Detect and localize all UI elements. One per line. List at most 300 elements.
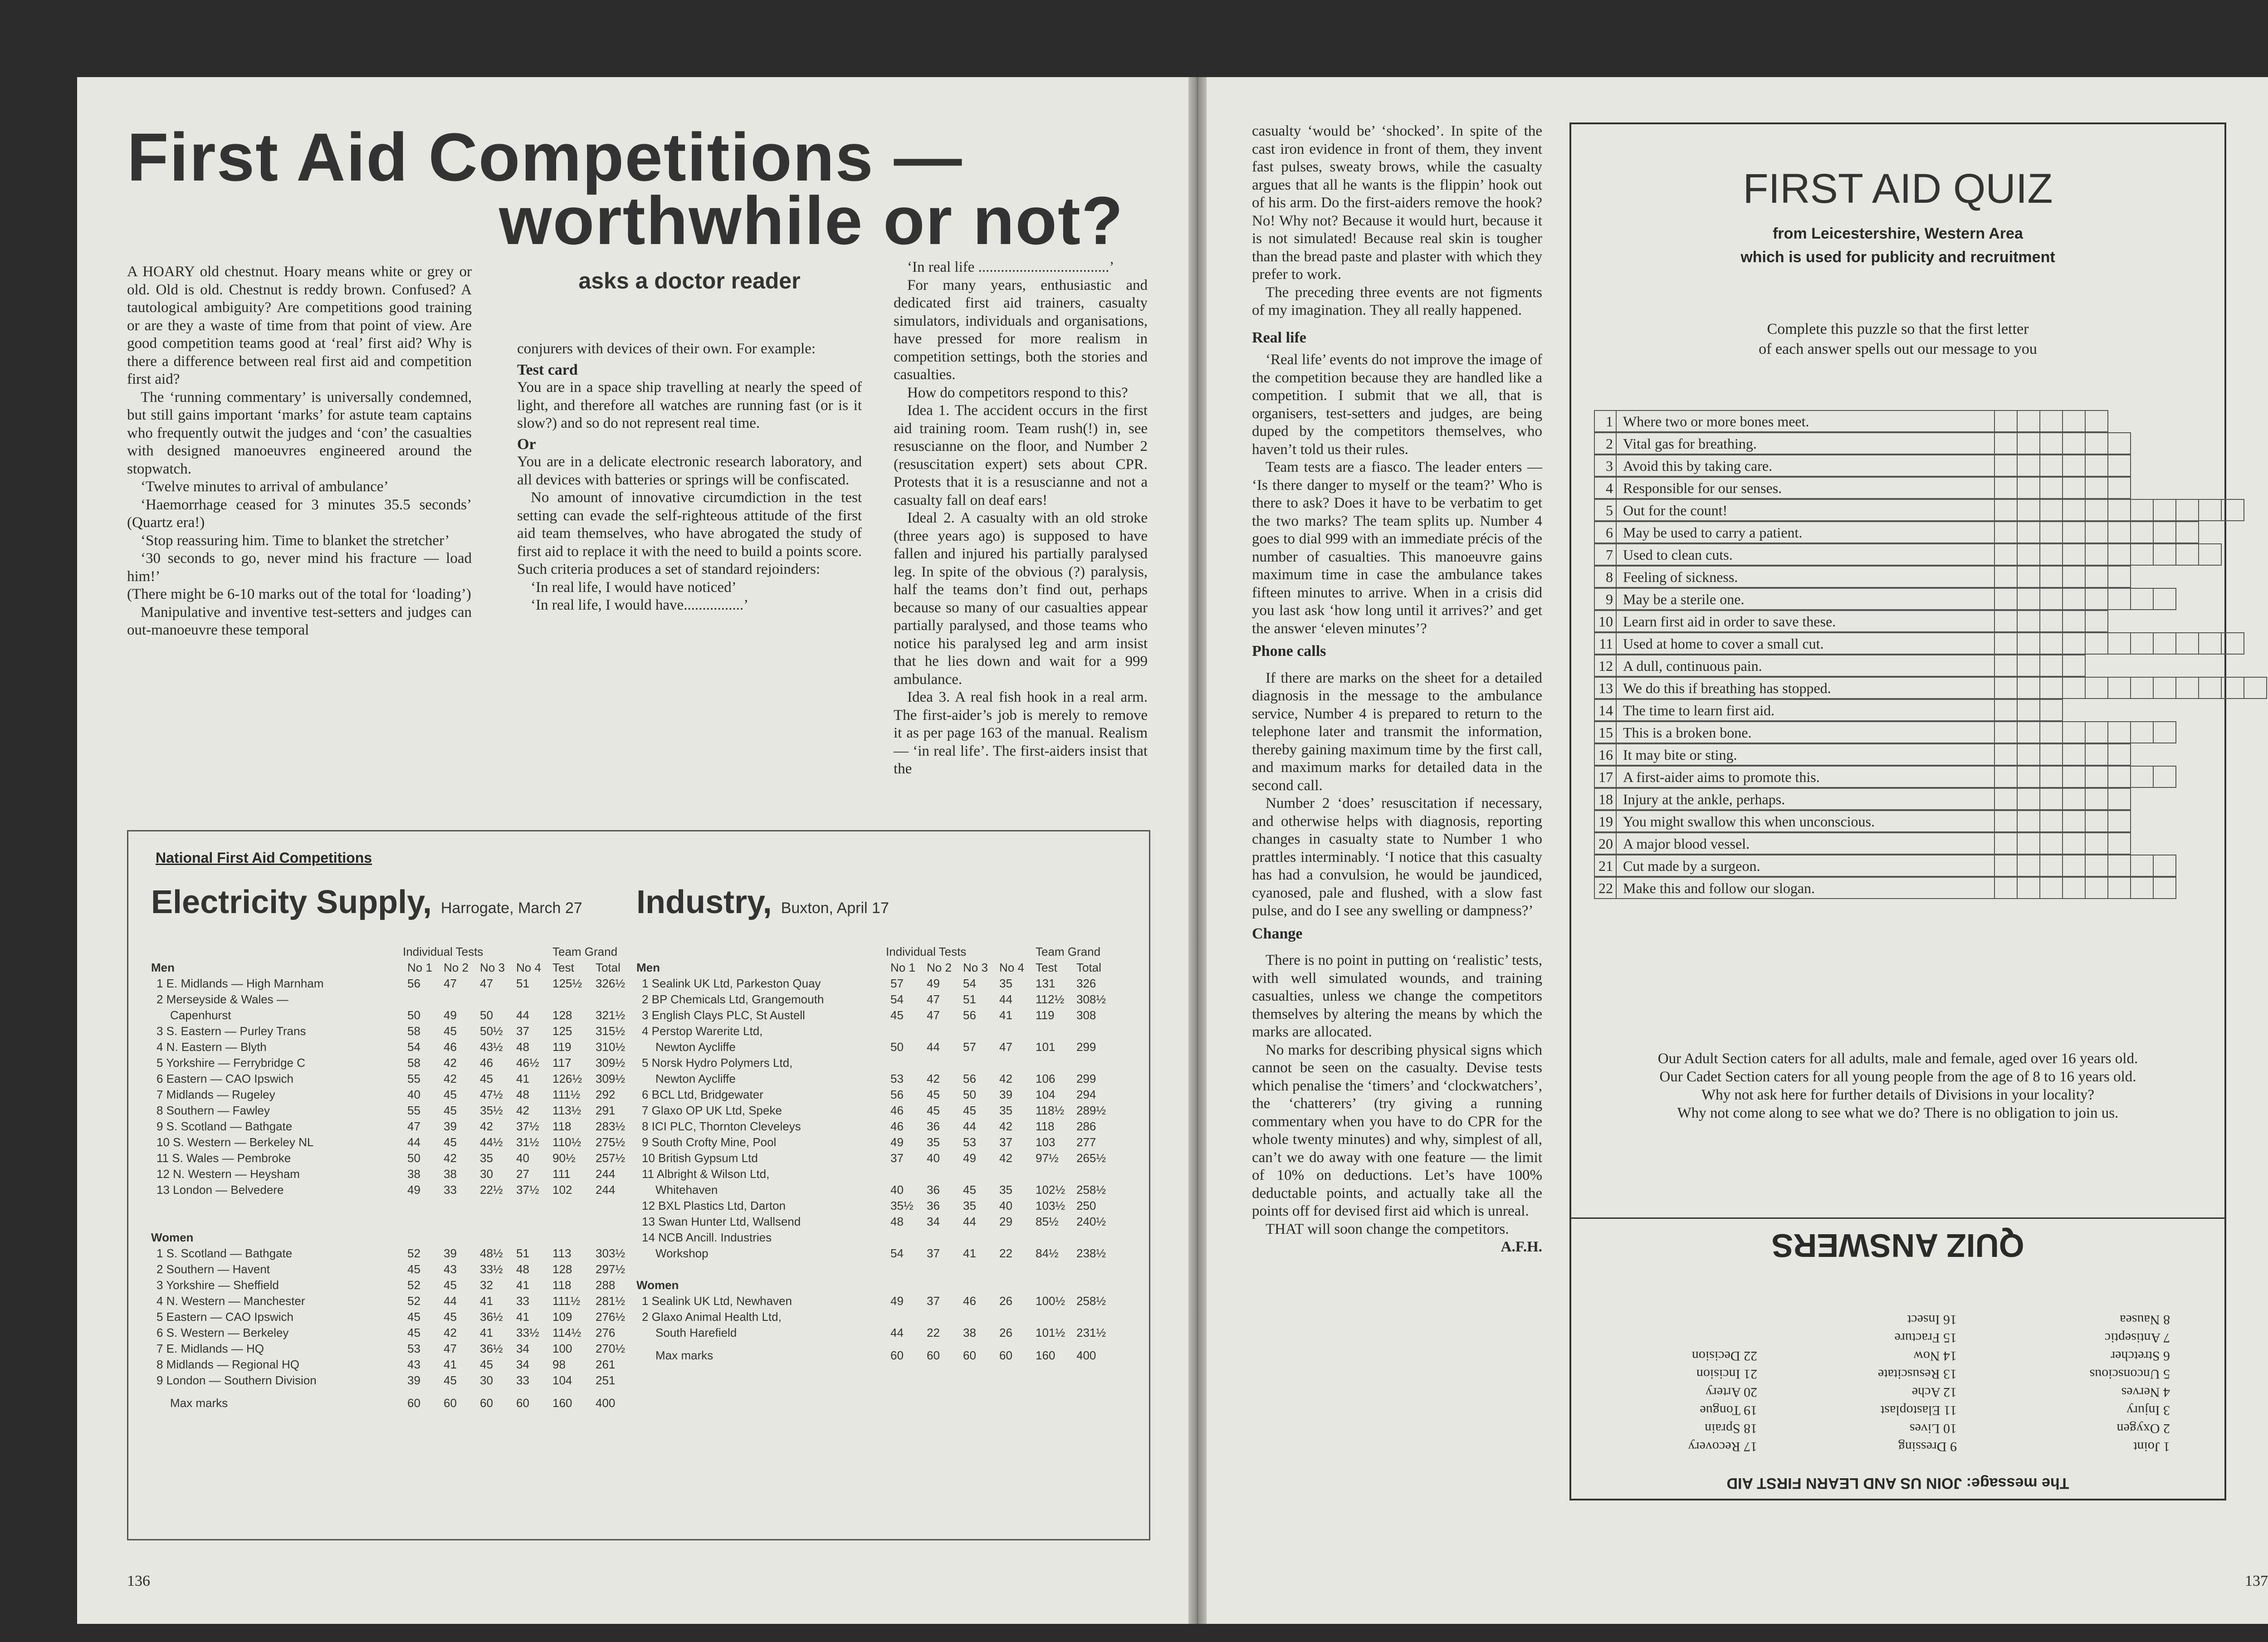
answer-cell[interactable] (2108, 588, 2131, 610)
column-header: No 2 (444, 961, 469, 974)
answer-cell[interactable] (2018, 832, 2040, 855)
max-marks-cell: 60 (407, 1396, 420, 1410)
answer-cell[interactable] (2086, 743, 2108, 766)
score-cell: 38 (444, 1167, 457, 1181)
team-name-cell: Workshop (655, 1246, 709, 1260)
table-row (151, 1310, 632, 1326)
individual-tests-header: Individual Tests (403, 945, 484, 958)
answer-cell[interactable] (2018, 610, 2040, 632)
answer-cell[interactable] (1995, 699, 2018, 721)
answer-cell[interactable] (1995, 877, 2018, 899)
score-cell: 56 (407, 977, 420, 990)
answer-cell[interactable] (2086, 521, 2108, 543)
score-cell: 50 (407, 1151, 420, 1165)
answer-cell[interactable] (1995, 743, 2018, 766)
table-row (151, 1024, 632, 1040)
score-cell: 44 (963, 1215, 976, 1228)
answer-cell[interactable] (2086, 632, 2108, 655)
answer-cell[interactable] (2176, 499, 2199, 521)
men-label: Men (636, 961, 660, 974)
article-column-3 (894, 259, 1148, 778)
answer-cell[interactable] (2154, 632, 2176, 655)
answer-cell[interactable] (2063, 521, 2086, 543)
team-name-cell: 8 Southern — Fawley (156, 1104, 270, 1117)
answer-cell[interactable] (2040, 743, 2063, 766)
score-cell: 42 (480, 1119, 493, 1133)
answer-cell[interactable] (2040, 699, 2063, 721)
answer-cell[interactable] (2086, 543, 2108, 566)
table-row (636, 977, 1135, 992)
answer-cell[interactable] (2018, 477, 2040, 499)
answer-cell[interactable] (2040, 477, 2063, 499)
score-cell: 244 (596, 1167, 616, 1181)
table-row (151, 1056, 632, 1072)
answer-cell[interactable] (2244, 677, 2267, 699)
answer-cell[interactable] (2108, 788, 2131, 810)
answer-cell[interactable] (1995, 766, 2018, 788)
table-spacer (151, 1389, 632, 1396)
answer-cell[interactable] (2154, 521, 2176, 543)
answer-cell[interactable] (1995, 566, 2018, 588)
answer-cell[interactable] (2176, 632, 2199, 655)
score-cell: 45 (407, 1262, 420, 1276)
answer-cell[interactable] (2040, 677, 2063, 699)
answer-cell[interactable] (2131, 721, 2154, 743)
answer-cell[interactable] (2040, 432, 2063, 454)
answer-cell[interactable] (2086, 477, 2108, 499)
answer-cell[interactable] (2108, 432, 2131, 454)
answer-cell[interactable] (2131, 499, 2154, 521)
answer-cell[interactable] (2040, 499, 2063, 521)
answer-cell[interactable] (2108, 454, 2131, 477)
answer-item: 1 Joint (2133, 1439, 2170, 1454)
score-cell: 310½ (596, 1040, 626, 1054)
table-row (636, 992, 1135, 1008)
answer-cell[interactable] (2108, 766, 2131, 788)
answer-cell[interactable] (1995, 655, 2018, 677)
answer-cell[interactable] (2086, 566, 2108, 588)
table-row (151, 1072, 632, 1088)
score-cell: 125½ (552, 977, 582, 990)
score-cell: 54 (963, 977, 976, 990)
answer-cell[interactable] (2131, 521, 2154, 543)
answer-cell[interactable] (2108, 832, 2131, 855)
answer-cell[interactable] (1995, 610, 2018, 632)
answer-cell[interactable] (1995, 855, 2018, 877)
table-row (151, 1262, 632, 1278)
answer-cell[interactable] (2063, 788, 2086, 810)
score-cell: 45 (927, 1088, 940, 1101)
score-cell: 309½ (596, 1072, 626, 1085)
answer-cell[interactable] (2018, 655, 2040, 677)
answer-cell[interactable] (2131, 632, 2154, 655)
score-cell: 42 (999, 1119, 1012, 1133)
score-cell: 309½ (596, 1056, 626, 1070)
answer-cell[interactable] (2131, 588, 2154, 610)
quiz-instructions (1571, 319, 2224, 359)
answer-cell[interactable] (2086, 855, 2108, 877)
answer-cell[interactable] (2040, 588, 2063, 610)
answer-cell[interactable] (2018, 588, 2040, 610)
answer-cell[interactable] (2040, 721, 2063, 743)
score-cell: 231½ (1076, 1326, 1106, 1339)
answer-cell[interactable] (2086, 788, 2108, 810)
answer-cell[interactable] (2176, 543, 2199, 566)
score-cell: 42 (444, 1056, 457, 1070)
answer-cell[interactable] (1995, 521, 2018, 543)
answer-cell[interactable] (2154, 877, 2176, 899)
page-number-left: 136 (127, 1573, 150, 1589)
answer-cell[interactable] (2040, 877, 2063, 899)
answer-cell[interactable] (2040, 855, 2063, 877)
answer-cell[interactable] (2018, 543, 2040, 566)
answer-cell[interactable] (2154, 766, 2176, 788)
max-marks-label: Max marks (655, 1349, 714, 1362)
answer-cell[interactable] (2018, 521, 2040, 543)
score-cell: 42 (444, 1072, 457, 1085)
answer-item: 11 Elastoplast (1880, 1403, 1957, 1418)
answer-cell[interactable] (2108, 566, 2131, 588)
paragraph: conjurers with devices of their own. For example: (517, 341, 816, 357)
team-name-cell: 2 Merseyside & Wales — (156, 992, 288, 1006)
answer-cell[interactable] (2063, 499, 2086, 521)
answer-cell[interactable] (1995, 788, 2018, 810)
answer-cell[interactable] (2040, 610, 2063, 632)
team-grand-header: Team Grand (552, 945, 618, 958)
answer-cell[interactable] (2176, 521, 2199, 543)
score-cell: 104 (552, 1373, 572, 1387)
answer-cell[interactable] (1995, 721, 2018, 743)
team-name-cell: 6 S. Western — Berkeley (156, 1326, 289, 1339)
men-label: Men (151, 961, 175, 974)
clue-number: 17 (1594, 766, 1617, 788)
answer-cell[interactable] (2063, 566, 2086, 588)
answer-cell[interactable] (2222, 632, 2244, 655)
answer-cell[interactable] (2063, 432, 2086, 454)
answer-cell[interactable] (2018, 677, 2040, 699)
answer-cell[interactable] (2108, 855, 2131, 877)
clue-text: Vital gas for breathing. (1617, 432, 1995, 454)
answer-cell[interactable] (2131, 855, 2154, 877)
answer-cell[interactable] (2018, 499, 2040, 521)
answer-cell[interactable] (1995, 432, 2018, 454)
score-cell: 100 (552, 1342, 572, 1355)
paragraph: Idea 1. The accident occurs in the first aid training room. Team rush(!) in, see resuscianne on the floor, and Number 2 (resuscitation expert) sets about CPR. Protests that it is a resuscianne and not a casualty fall on deaf ears! (894, 402, 1148, 508)
answer-cell[interactable] (2108, 810, 2131, 832)
score-cell: 40 (927, 1151, 940, 1165)
team-name-cell: 8 Midlands — Regional HQ (156, 1358, 300, 1371)
column-header: No 4 (999, 961, 1024, 974)
score-cell: 42 (999, 1151, 1012, 1165)
answer-cell[interactable] (2199, 543, 2222, 566)
answer-cell[interactable] (2086, 610, 2108, 632)
paragraph: THAT will soon change the competitors. (1266, 1221, 1509, 1237)
column-header: No 2 (927, 961, 952, 974)
score-cell: 54 (890, 1246, 904, 1260)
answer-cell[interactable] (1995, 832, 2018, 855)
paragraph: The ‘running commentary’ is universally condemned, but still gains important ‘marks’ for astute team captains who frequently outwit the judges and ‘con’ the casualties with designed manoeuvres engineered around the stopwatch. (127, 389, 472, 477)
answer-cell[interactable] (2131, 877, 2154, 899)
score-cell: 58 (407, 1024, 420, 1038)
answer-cell[interactable] (2108, 743, 2131, 766)
table-row (151, 1008, 632, 1024)
subheading: Phone calls (1252, 643, 1326, 660)
column-header: No 3 (963, 961, 988, 974)
table-row (636, 1024, 1135, 1040)
table-row (636, 1199, 1135, 1215)
answer-cell[interactable] (2018, 877, 2040, 899)
team-name-cell: 3 S. Eastern — Purley Trans (156, 1024, 306, 1038)
score-cell: 51 (516, 1246, 529, 1260)
answer-cell[interactable] (2086, 766, 2108, 788)
answer-cell[interactable] (2199, 499, 2222, 521)
answer-cell[interactable] (2154, 543, 2176, 566)
answer-cell[interactable] (2063, 655, 2086, 677)
individual-tests-header: Individual Tests (886, 945, 967, 958)
answer-cell[interactable] (2199, 677, 2222, 699)
score-cell: 50 (963, 1088, 976, 1101)
answer-cell[interactable] (2086, 877, 2108, 899)
answer-cell[interactable] (2086, 721, 2108, 743)
answer-cell[interactable] (2086, 499, 2108, 521)
answer-cell[interactable] (2063, 632, 2086, 655)
answer-cell[interactable] (2154, 721, 2176, 743)
clue-text: Injury at the ankle, perhaps. (1617, 788, 1995, 810)
score-cell: 44 (516, 1008, 529, 1022)
score-cell: 46 (890, 1104, 904, 1117)
paragraph: ‘Real life’ events do not improve the image of the competition because they are handled like a competition. I submit that we all, that is organisers, test-setters and judges, are being duped by the competitors themselves, who haven’t told us their rules. (1252, 352, 1542, 458)
column-header: Test (1036, 961, 1057, 974)
answer-cell[interactable] (1995, 810, 2018, 832)
quiz-message: The message: JOIN US AND LEARN FIRST AID (1726, 1475, 2069, 1492)
answer-cell[interactable] (2018, 454, 2040, 477)
score-cell: 41 (963, 1246, 976, 1260)
clue-text: Where two or more bones meet. (1617, 410, 1995, 432)
team-name-cell: 1 E. Midlands — High Marnham (156, 977, 324, 990)
answer-cell[interactable] (2063, 677, 2086, 699)
score-cell: 288 (596, 1278, 616, 1292)
answer-cell[interactable] (2063, 766, 2086, 788)
answer-cell[interactable] (1995, 588, 2018, 610)
answer-cell[interactable] (1995, 477, 2018, 499)
answer-cell[interactable] (2040, 788, 2063, 810)
score-cell: 50 (407, 1008, 420, 1022)
answer-cell[interactable] (2040, 410, 2063, 432)
answer-cell[interactable] (2222, 499, 2244, 521)
answer-cell[interactable] (1995, 410, 2018, 432)
answer-cell[interactable] (2086, 832, 2108, 855)
answer-cell[interactable] (2063, 610, 2086, 632)
score-cell: 294 (1076, 1088, 1096, 1101)
team-name-cell: Capenhurst (170, 1008, 231, 1022)
answer-cell[interactable] (2199, 632, 2222, 655)
score-cell: 37 (890, 1151, 904, 1165)
quiz-subtitle-line2: which is used for publicity and recruitment (1740, 249, 2055, 266)
column-header: Total (1076, 961, 1101, 974)
score-cell: 276 (596, 1326, 616, 1339)
answer-cell[interactable] (2063, 588, 2086, 610)
paragraph: Team tests are a fiasco. The leader enters — ‘Is there danger to myself or the team?’ Who is there to ask? Does it have to be verbatim to get the two marks? The team splits up. Number 4 goes to dial 999 with an immediate précis of the number of casualties. This manoeuvre gains maximum time in case the ambulance takes fifteen minutes to arrive. When in a crisis did you last ask ‘how long until it arrives?’ and get the answer ‘eleven minutes’? (1252, 459, 1542, 637)
answer-cell[interactable] (2108, 721, 2131, 743)
answer-cell[interactable] (2040, 566, 2063, 588)
table-row (151, 1151, 632, 1167)
answer-cell[interactable] (2063, 721, 2086, 743)
industry-title (636, 884, 889, 921)
answer-cell[interactable] (2063, 877, 2086, 899)
answer-cell[interactable] (2154, 588, 2176, 610)
score-cell: 49 (890, 1294, 904, 1308)
score-cell: 35 (999, 1183, 1012, 1197)
table-row (636, 1215, 1135, 1231)
score-cell: 43 (444, 1262, 457, 1276)
industry-results-table (636, 945, 1135, 1364)
answer-cell[interactable] (2131, 543, 2154, 566)
score-cell: 40 (999, 1199, 1012, 1212)
score-cell: 47 (927, 1008, 940, 1022)
answer-cell[interactable] (2063, 855, 2086, 877)
score-cell: 45 (444, 1373, 457, 1387)
answer-cell[interactable] (2040, 766, 2063, 788)
quiz-title: FIRST AID QUIZ (1743, 166, 2053, 212)
answer-cell[interactable] (2063, 543, 2086, 566)
score-cell: 47 (444, 977, 457, 990)
answer-cell[interactable] (1995, 499, 2018, 521)
answer-cell[interactable] (2018, 766, 2040, 788)
answer-cell[interactable] (2063, 477, 2086, 499)
answer-cell[interactable] (2154, 499, 2176, 521)
score-cell: 52 (407, 1278, 420, 1292)
answer-cell[interactable] (1995, 543, 2018, 566)
table-row (151, 1088, 632, 1104)
score-cell: 37½ (516, 1119, 539, 1133)
left-page (77, 77, 1188, 1624)
score-cell: 37 (927, 1246, 940, 1260)
score-cell: 261 (596, 1358, 616, 1371)
answer-cell[interactable] (2108, 543, 2131, 566)
max-marks-cell: 60 (963, 1349, 976, 1362)
answer-cell[interactable] (1995, 632, 2018, 655)
score-cell: 244 (596, 1183, 616, 1197)
answer-cell[interactable] (2018, 432, 2040, 454)
subheading: Change (1252, 925, 1303, 942)
answer-cell[interactable] (2018, 699, 2040, 721)
answer-cell[interactable] (2040, 832, 2063, 855)
table-spacer (151, 1199, 632, 1231)
answer-cell[interactable] (2063, 832, 2086, 855)
answer-cell[interactable] (2086, 677, 2108, 699)
score-cell: 36 (927, 1183, 940, 1197)
answer-cell[interactable] (2040, 543, 2063, 566)
clue-text: Responsible for our senses. (1617, 477, 1995, 499)
score-cell: 53 (407, 1342, 420, 1355)
answer-cell[interactable] (2086, 588, 2108, 610)
answer-cell[interactable] (2222, 677, 2244, 699)
clue-number: 9 (1594, 588, 1617, 610)
answer-cell[interactable] (1995, 454, 2018, 477)
score-cell: 41 (516, 1278, 529, 1292)
score-cell: 276½ (596, 1310, 626, 1324)
answer-cell[interactable] (2086, 432, 2108, 454)
answer-cell[interactable] (2063, 810, 2086, 832)
answer-cell[interactable] (2131, 766, 2154, 788)
answer-cell[interactable] (2018, 566, 2040, 588)
answer-cell[interactable] (2040, 454, 2063, 477)
answer-cell[interactable] (2108, 877, 2131, 899)
answer-cell[interactable] (2018, 632, 2040, 655)
answer-cell[interactable] (2063, 454, 2086, 477)
score-cell: 101 (1036, 1040, 1056, 1054)
answer-cell[interactable] (2154, 855, 2176, 877)
score-cell: 49 (927, 977, 940, 990)
women-label-row (636, 1278, 1135, 1294)
answer-cell[interactable] (2108, 677, 2131, 699)
score-cell: 292 (596, 1088, 616, 1101)
score-cell: 54 (890, 992, 904, 1006)
answer-cell[interactable] (2154, 677, 2176, 699)
answer-cell[interactable] (2108, 632, 2131, 655)
answer-cell[interactable] (2063, 410, 2086, 432)
answer-cell[interactable] (1995, 677, 2018, 699)
max-marks-cell: 60 (999, 1349, 1012, 1362)
score-cell: 38 (963, 1326, 976, 1339)
answer-cell[interactable] (2040, 521, 2063, 543)
answer-cell[interactable] (2018, 855, 2040, 877)
column-header: No 3 (480, 961, 505, 974)
team-name-cell: 7 Midlands — Rugeley (156, 1088, 275, 1101)
score-cell: 102½ (1036, 1183, 1066, 1197)
score-cell: 37½ (516, 1183, 539, 1197)
answer-cell[interactable] (2108, 499, 2131, 521)
answer-cell[interactable] (2108, 477, 2131, 499)
answer-cell[interactable] (2018, 810, 2040, 832)
answer-item: 19 Tongue (1700, 1403, 1757, 1418)
clue-number: 1 (1594, 410, 1617, 432)
score-cell: 308 (1076, 1008, 1096, 1022)
answer-cell[interactable] (2176, 677, 2199, 699)
article-column-4 (1252, 122, 1542, 1256)
score-cell: 45 (444, 1278, 457, 1292)
article-column-2 (517, 340, 862, 615)
table-row (636, 1104, 1135, 1119)
answer-cell[interactable] (2040, 810, 2063, 832)
clue-number: 10 (1594, 610, 1617, 632)
answer-item: 4 Nerves (2121, 1385, 2170, 1400)
score-cell: 47 (480, 977, 493, 990)
paragraph: No marks for describing physical signs which cannot be seen on the casualty. Devise tests which penalise the ‘timers’ and ‘clockwatchers’, the ‘chatterers’ (try giving a running commentary when you have to do CPR for the whole twenty minutes) and why, simplest of all, can’t we do away with one feature — the limit of 10% on deductions. Let’s have 100% deductable points, and actually take all the points off for devised first aid which is unreal. (1252, 1041, 1542, 1219)
answer-cell[interactable] (2086, 454, 2108, 477)
answer-cell[interactable] (2040, 632, 2063, 655)
score-cell: 53 (963, 1135, 976, 1149)
answer-cell[interactable] (2018, 743, 2040, 766)
answer-cell[interactable] (2018, 721, 2040, 743)
answer-cell[interactable] (2040, 655, 2063, 677)
clue-text: Avoid this by taking care. (1617, 454, 1995, 477)
answer-cell[interactable] (2086, 810, 2108, 832)
byline: asks a doctor reader (578, 268, 801, 293)
answer-cell[interactable] (2086, 410, 2108, 432)
table-row (151, 1167, 632, 1183)
answer-cell[interactable] (2063, 743, 2086, 766)
score-cell: 103 (1036, 1135, 1056, 1149)
score-cell: 114½ (552, 1326, 582, 1339)
team-name-cell: 7 Glaxo OP UK Ltd, Speke (642, 1104, 782, 1117)
answer-cell[interactable] (2131, 677, 2154, 699)
score-cell: 113½ (552, 1104, 582, 1117)
answer-cell[interactable] (2108, 521, 2131, 543)
score-cell: 41 (999, 1008, 1012, 1022)
answer-cell[interactable] (2018, 788, 2040, 810)
answer-cell[interactable] (2018, 410, 2040, 432)
